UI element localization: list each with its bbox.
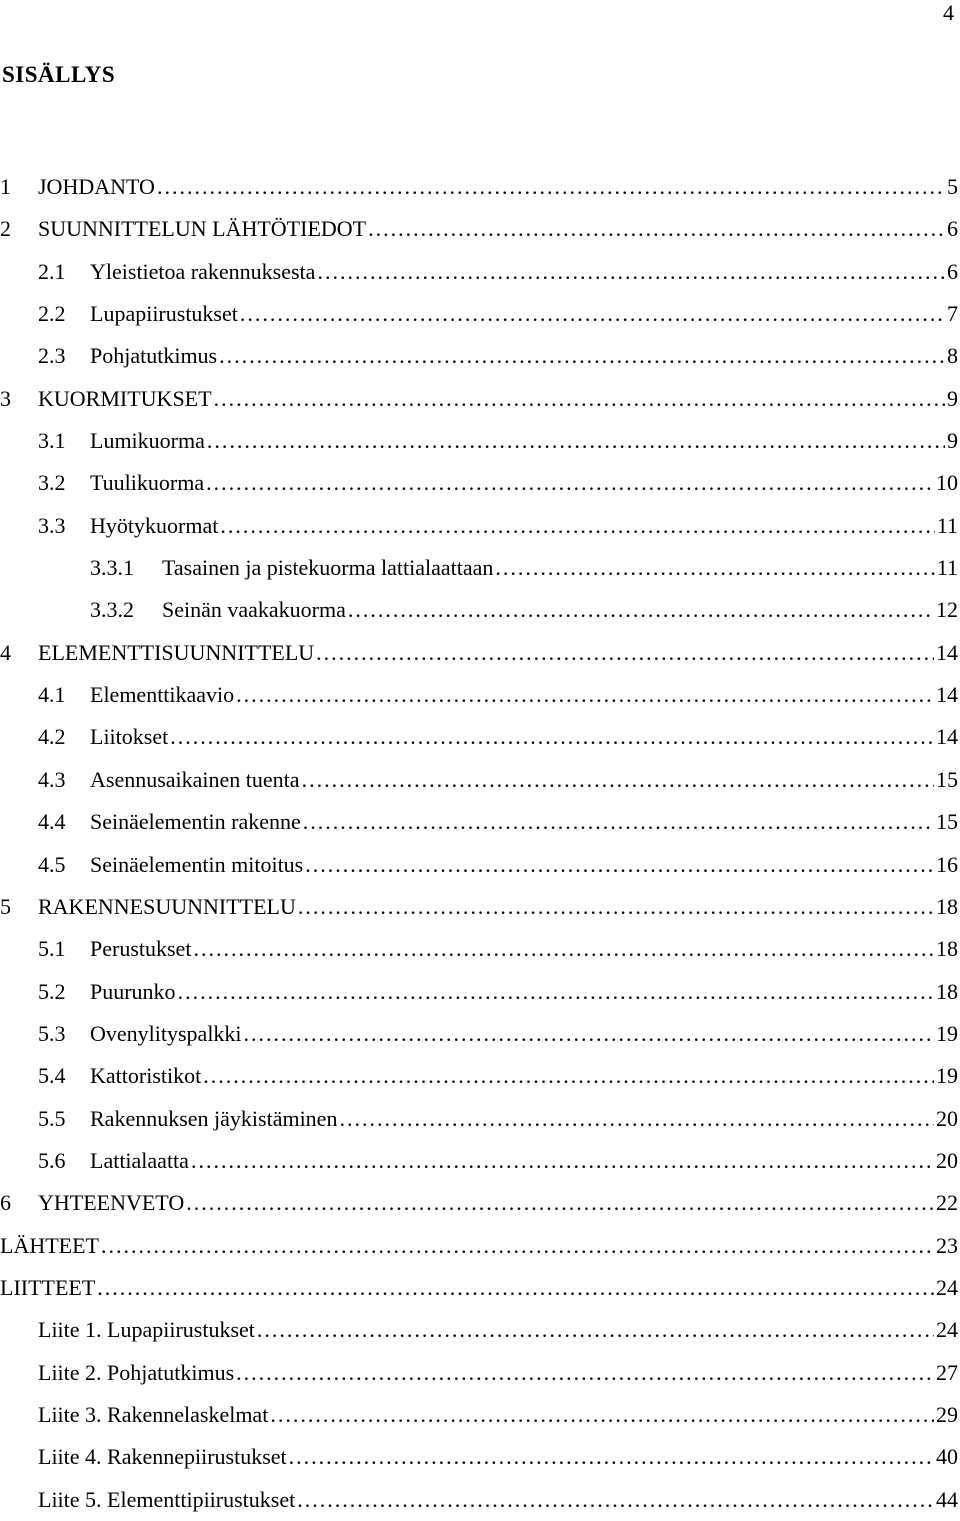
toc-entry-page: 14 [936,639,958,665]
toc-entry-title: Elementtikaavio [90,682,235,708]
toc-entry-page: 15 [936,766,958,792]
toc-entry-title: Lattialaatta [90,1147,189,1173]
toc-entry-page: 20 [936,1105,958,1131]
dot-leader [495,547,934,589]
dot-leader [270,1394,934,1436]
toc-entry-page: 15 [936,809,958,835]
toc-entry-title: Liite 1. Lupapiirustukset [38,1317,255,1343]
toc-entry-number: 5.4 [38,1063,66,1089]
toc-entry[interactable] [0,1140,958,1182]
toc-entry-number: 5.3 [38,1020,66,1046]
dot-leader [193,928,934,970]
toc-entry-page: 18 [936,936,958,962]
toc-entry[interactable] [0,1394,958,1436]
toc-entry-title: Kattoristikot [90,1063,202,1089]
toc-entry[interactable] [0,1225,958,1267]
toc-entry[interactable] [0,674,958,716]
toc-entry-page: 23 [936,1232,958,1258]
dot-leader [220,505,934,547]
dot-leader [316,632,934,674]
toc-entry-number: 4.5 [38,851,66,877]
toc-entry-page: 19 [936,1020,958,1046]
toc-entry[interactable] [0,547,958,589]
toc-entry-title: RAKENNESUUNNITTELU [38,893,296,919]
toc-entry-number: 1 [0,174,11,199]
toc-entry[interactable] [0,1352,958,1394]
toc-entry-number: 5.1 [38,936,66,962]
table-of-contents [0,166,958,1521]
toc-entry-page: 12 [936,597,958,623]
toc-entry-title: JOHDANTO [38,174,155,199]
toc-entry-number: 2.1 [38,258,66,284]
toc-entry-title: Hyötykuormat [90,512,219,538]
toc-entry-page: 44 [936,1486,958,1512]
toc-entry-number: 6 [0,1190,11,1216]
toc-entry-page: 7 [947,301,958,327]
toc-entry[interactable] [0,1182,958,1224]
toc-entry-title: Liitokset [90,724,169,750]
toc-entry-page: 16 [936,851,958,877]
toc-entry-number: 3 [0,385,11,411]
toc-entry-title: Perustukset [90,936,192,962]
toc-entry-page: 14 [936,682,958,708]
dot-leader [297,1479,934,1521]
dot-leader [157,166,945,208]
toc-entry-page: 24 [936,1274,958,1300]
dot-leader [289,1436,934,1478]
dot-leader [244,1013,934,1055]
toc-entry-number: 5.5 [38,1105,66,1131]
toc-entry-page: 10 [936,470,958,496]
toc-entry[interactable] [0,420,958,462]
dot-leader [186,1182,934,1224]
toc-entry-title: Seinäelementin rakenne [90,809,301,835]
dot-leader [348,589,934,631]
toc-entry-number: 5.6 [38,1147,66,1173]
toc-entry[interactable] [0,589,958,631]
dot-leader [203,1055,934,1097]
dot-leader [219,335,945,377]
page-number: 4 [943,0,954,25]
toc-entry-title: Ovenylityspalkki [90,1020,242,1046]
dot-leader [101,1225,934,1267]
toc-entry[interactable] [0,716,958,758]
toc-entry-title: Liite 4. Rakennepiirustukset [38,1444,287,1470]
toc-entry-page: 8 [947,343,958,369]
toc-entry-page: 18 [936,893,958,919]
toc-entry-page: 27 [936,1359,958,1385]
toc-entry-page: 29 [936,1401,958,1427]
toc-entry-title: Asennusaikainen tuenta [90,766,300,792]
toc-entry-number: 4.1 [38,682,66,708]
toc-entry-number: 4.4 [38,809,66,835]
toc-entry-title: KUORMITUKSET [38,385,212,411]
dot-leader [339,1098,934,1140]
toc-entry-number: 3.3.2 [90,597,134,623]
toc-entry[interactable] [0,759,958,801]
toc-entry-page: 20 [936,1147,958,1173]
toc-entry[interactable] [0,1436,958,1478]
toc-entry-number: 3.3.1 [90,555,134,581]
toc-entry-title: Seinäelementin mitoitus [90,851,304,877]
toc-entry[interactable] [0,251,958,293]
toc-entry[interactable] [0,844,958,886]
toc-entry-title: Liite 5. Elementtipiirustukset [38,1486,296,1512]
toc-entry-number: 3.1 [38,428,66,454]
toc-entry-page: 11 [936,555,958,581]
toc-entry-page: 40 [936,1444,958,1470]
toc-entry-title: LÄHTEET [0,1232,99,1258]
toc-entry[interactable] [0,1098,958,1140]
toc-title: SISÄLLYS [2,62,116,87]
dot-leader [206,462,934,504]
toc-entry-number: 5 [0,893,11,919]
dot-leader [298,886,934,928]
toc-entry[interactable] [0,928,958,970]
dot-leader [240,293,945,335]
toc-entry-page: 9 [947,428,958,454]
toc-entry-page: 19 [936,1063,958,1089]
toc-entry-number: 3.2 [38,470,66,496]
dot-leader [170,716,934,758]
toc-entry[interactable] [0,166,958,208]
toc-entry-number: 2.2 [38,301,66,327]
toc-entry-title: Rakennuksen jäykistäminen [90,1105,338,1131]
toc-entry-page: 11 [936,512,958,538]
toc-entry[interactable] [0,632,958,674]
toc-entry[interactable] [0,335,958,377]
toc-entry[interactable] [0,293,958,335]
toc-entry-title: Pohjatutkimus [90,343,218,369]
dot-leader [236,674,934,716]
dot-leader [191,1140,934,1182]
toc-entry-title: Yleistietoa rakennuksesta [90,258,316,284]
toc-entry[interactable] [0,886,958,928]
dot-leader [368,208,945,250]
toc-entry-page: 22 [936,1190,958,1216]
toc-entry-title: Tasainen ja pistekuorma lattialaattaan [162,555,494,581]
toc-entry-page: 6 [947,216,958,242]
dot-leader [214,378,945,420]
toc-entry[interactable] [0,1267,958,1309]
toc-entry[interactable] [0,801,958,843]
toc-entry-title: Puurunko [90,978,176,1004]
toc-entry-number: 4 [0,639,11,665]
dot-leader [317,251,945,293]
toc-entry[interactable] [0,378,958,420]
toc-entry-page: 24 [936,1317,958,1343]
toc-entry-title: ELEMENTTISUUNNITTELU [38,639,315,665]
toc-entry[interactable] [0,462,958,504]
dot-leader [257,1309,934,1351]
toc-entry-number: 5.2 [38,978,66,1004]
toc-entry[interactable] [0,1309,958,1351]
toc-entry[interactable] [0,208,958,250]
toc-entry-title: Seinän vaakakuorma [162,597,346,623]
toc-entry-number: 2.3 [38,343,66,369]
dot-leader [305,844,934,886]
dot-leader [207,420,945,462]
dot-leader [303,801,934,843]
toc-entry-title: Lupapiirustukset [90,301,238,327]
toc-entry[interactable] [0,505,958,547]
dot-leader [97,1267,934,1309]
toc-entry[interactable] [0,1479,958,1521]
toc-entry-page: 9 [947,385,958,411]
dot-leader [236,1352,934,1394]
toc-entry-page: 18 [936,978,958,1004]
toc-entry[interactable] [0,971,958,1013]
toc-entry-title: Tuulikuorma [90,470,205,496]
dot-leader [302,759,934,801]
toc-entry[interactable] [0,1055,958,1097]
toc-entry-number: 3.3 [38,512,66,538]
toc-entry-number: 4.2 [38,724,66,750]
toc-entry-title: YHTEENVETO [38,1190,185,1216]
toc-entry-title: Liite 2. Pohjatutkimus [38,1359,235,1385]
toc-entry-number: 2 [0,216,11,242]
toc-entry-number: 4.3 [38,766,66,792]
toc-entry-title: Liite 3. Rakennelaskelmat [38,1401,269,1427]
toc-entry-title: Lumikuorma [90,428,205,454]
toc-entry[interactable] [0,1013,958,1055]
dot-leader [178,971,934,1013]
toc-entry-title: SUUNNITTELUN LÄHTÖTIEDOT [38,216,367,242]
toc-entry-page: 6 [947,258,958,284]
toc-entry-title: LIITTEET [0,1274,96,1300]
toc-entry-page: 14 [936,724,958,750]
toc-entry-page: 5 [947,174,958,199]
